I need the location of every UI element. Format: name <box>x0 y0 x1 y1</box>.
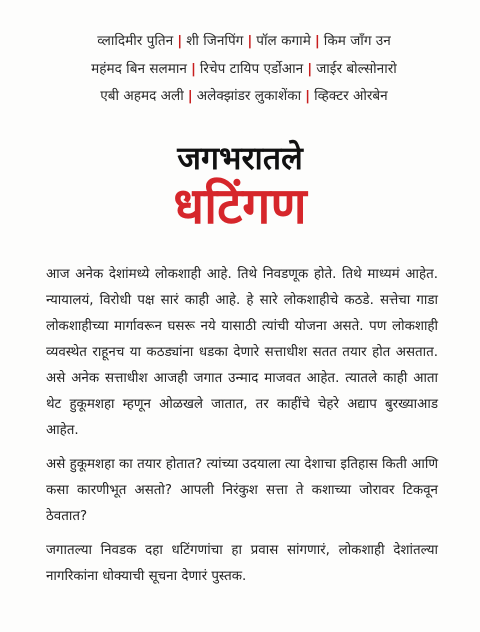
separator: | <box>307 60 313 77</box>
blurb-paragraph-2: असे हुकूमशहा का तयार होतात? त्यांच्या उदयाला त्या देशाचा इतिहास किती आणि कसा कारणीभूत असतो? आपली निरंकुश सत्ता ते कशाच्या जोरावर टिकवून ठेवतात? <box>46 457 438 524</box>
separator: | <box>305 88 311 104</box>
title-subheading: जगभरातले <box>177 139 303 177</box>
leaders-row-2 <box>44 56 444 84</box>
leaders-row-3 <box>44 83 444 111</box>
book-title: धटिंगण <box>173 177 307 235</box>
separator: | <box>190 60 196 77</box>
separator: | <box>314 33 320 49</box>
leader-name: अलेक्झांडर लुकाशेंका <box>196 88 302 104</box>
leader-name: पॉल कगामे <box>256 33 311 49</box>
leader-name: शी जिनपिंग <box>186 33 244 49</box>
leaders-row-1 <box>44 28 444 56</box>
blurb <box>46 262 438 590</box>
leader-name: रिचेप टायिप एर्डोआन <box>199 60 304 77</box>
blurb-paragraph-1: आज अनेक देशांमध्ये लोकशाही आहे. तिथे निवडणूक होते. तिथे माध्यमं आहेत. न्यायालयं, विरोधी पक्ष सारं काही आहे. हे सारे लोकशाहीचे कठडे. सत्तेचा गाडा लोकशाहीच्या मार्गावरून घसरू नये यासाठी त्यांची योजना असते. पण लोकशाही व्यवस्थेत राहूनच या कठड्यांना धडका देणारे सत्ताधीश सतत तयार होत असतात. असे अनेक सत्ताधीश आजही जगात उन्माद माजवत आहेत. त्यातले काही आता थेट हुकूमशहा म्हणून ओळखले जातात, तर काहींचे चेहरे अद्याप बुरख्याआड आहेत. <box>46 267 438 438</box>
separator: | <box>177 33 183 49</box>
separator: | <box>247 33 253 49</box>
leader-name: किम जाँग उन <box>323 33 391 49</box>
leader-name: जाईर बोल्सोनारो <box>316 60 397 77</box>
leaders-list <box>44 28 444 111</box>
separator: | <box>187 88 193 104</box>
leader-name: व्लादिमीर पुतिन <box>97 33 174 49</box>
leader-name: एबी अहमद अली <box>100 88 184 104</box>
leader-name: महंमद बिन सलमान <box>91 60 187 77</box>
leader-name: व्हिक्टर ओरबेन <box>314 88 388 104</box>
blurb-paragraph-3: जगातल्या निवडक दहा धटिंगणांचा हा प्रवास सांगणारं, लोकशाही देशांतल्या नागरिकांना धोक्याची सूचना देणारं पुस्तक. <box>46 543 438 584</box>
